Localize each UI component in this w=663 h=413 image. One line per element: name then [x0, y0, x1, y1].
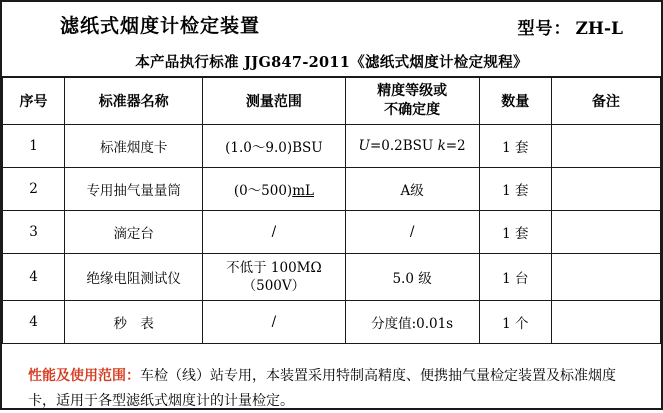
table-row [3, 301, 661, 344]
column-header-no: 序号 [3, 77, 65, 125]
accuracy-value: =0.2BSU [369, 138, 438, 154]
footer-note [2, 344, 661, 413]
model-value: ZH-L [575, 19, 623, 39]
note-text: 车检（线）站专用，本装置采用特制高精度、便携抽气量检定装置及标准烟度卡，适用于各型滤纸式烟度计的计量检定。 [28, 368, 616, 409]
column-header-name: 标准器名称 [65, 77, 203, 125]
cell-remark [551, 301, 660, 344]
cell-accuracy: 5.0 级 [345, 254, 479, 301]
range-unit: mL [292, 183, 314, 199]
cell-remark [551, 125, 660, 168]
cell-no: 3 [3, 211, 65, 254]
document-header [2, 2, 661, 46]
accuracy-k-value: =2 [445, 138, 466, 154]
range-line1: 不低于 100MΩ [226, 259, 322, 276]
cell-no: 1 [3, 125, 65, 168]
column-header-qty: 数量 [479, 77, 551, 125]
cell-name: 滴定台 [65, 211, 203, 254]
cell-remark [551, 168, 660, 211]
cell-range [203, 254, 345, 301]
cell-range: (1.0～9.0)BSU [203, 125, 345, 168]
cell-qty: 1 套 [479, 168, 551, 211]
cell-no: 2 [3, 168, 65, 211]
cell-qty: 1 套 [479, 211, 551, 254]
range-line2: （500V） [242, 278, 306, 294]
table-row [3, 168, 661, 211]
cell-range: / [203, 211, 345, 254]
model-field [518, 14, 623, 39]
cell-accuracy: A级 [345, 168, 479, 211]
standard-statement-text: 本产品执行标准 JJG847-2011《滤纸式烟度计检定规程》 [135, 53, 528, 71]
cell-qty: 1 个 [479, 301, 551, 344]
cell-qty: 1 台 [479, 254, 551, 301]
column-header-accuracy-line1: 精度等级或 [377, 83, 448, 100]
table-row [3, 211, 661, 254]
accuracy-symbol-k: k [437, 138, 446, 154]
cell-name: 专用抽气量量筒 [65, 168, 203, 211]
note-highlight: 性能及使用范围： [28, 368, 140, 384]
range-value: (0～500) [233, 183, 293, 199]
cell-no: 4 [3, 254, 65, 301]
table-header-row [3, 77, 661, 125]
column-header-accuracy-line2: 不确定度 [384, 102, 441, 118]
table-row [3, 254, 661, 301]
cell-accuracy: / [345, 211, 479, 254]
cell-accuracy: 分度值:0.01s [345, 301, 479, 344]
cell-remark [551, 254, 660, 301]
standard-statement [2, 46, 661, 76]
cell-name: 标准烟度卡 [65, 125, 203, 168]
cell-accuracy [345, 125, 479, 168]
cell-name: 秒 表 [65, 301, 203, 344]
cell-no: 4 [3, 301, 65, 344]
cell-range [203, 168, 345, 211]
table-row [3, 125, 661, 168]
page-title: 滤纸式烟度计检定装置 [60, 14, 261, 37]
cell-remark [551, 211, 660, 254]
column-header-remark: 备注 [551, 77, 660, 125]
column-header-accuracy [345, 77, 479, 125]
specification-table [2, 76, 661, 344]
cell-qty: 1 套 [479, 125, 551, 168]
cell-range: / [203, 301, 345, 344]
cell-name: 绝缘电阻测试仪 [65, 254, 203, 301]
model-label: 型号： [517, 19, 572, 39]
accuracy-symbol-u: U [358, 138, 370, 154]
column-header-range: 测量范围 [203, 77, 345, 125]
